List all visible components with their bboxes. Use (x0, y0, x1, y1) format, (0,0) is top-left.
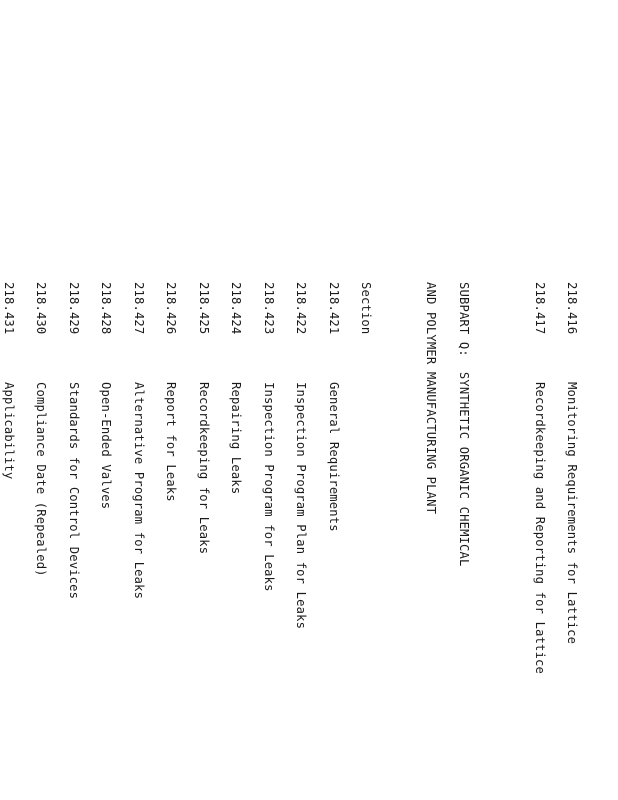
section-title: Inspection Program Plan for Leaks (294, 382, 309, 630)
list-item (34, 282, 49, 682)
section-number: 218.417 (532, 282, 547, 335)
section-number: 218.422 (294, 282, 309, 335)
table-of-contents (0, 282, 610, 682)
section-title: General Requirements (326, 382, 341, 532)
section-title: Monitoring Requirements for Lattice (565, 382, 580, 645)
list-item (133, 282, 144, 682)
section-title: Recordkeeping and Reporting for Lattice (532, 382, 547, 675)
section-title: Applicability (1, 382, 16, 480)
section-number: 218.423 (261, 282, 276, 335)
section-title: Report for Leaks (164, 382, 179, 502)
section-number: 218.416 (565, 282, 580, 335)
section-title: Inspection Program for Leaks (261, 382, 276, 592)
subpart-q-heading-cont: AND POLYMER MANUFACTURING PLANT (424, 282, 439, 515)
list-item (198, 282, 209, 682)
section-title: Standards for Control Devices (66, 382, 81, 600)
section-number: 218.426 (164, 282, 179, 335)
list-item (263, 282, 274, 682)
list-item (567, 282, 578, 682)
list-item (3, 282, 14, 682)
list-item (229, 282, 244, 682)
section-title: Open-Ended Valves (99, 382, 114, 510)
section-number: 218.431 (1, 282, 16, 335)
list-item (534, 282, 545, 682)
section-title: Compliance Date (Repealed) (34, 382, 49, 577)
list-item (164, 282, 179, 682)
section-label: Section (359, 282, 374, 335)
section-title: Alternative Program for Leaks (131, 382, 146, 600)
list-item (328, 282, 339, 682)
section-number: 218.421 (326, 282, 341, 335)
section-number: 218.428 (99, 282, 114, 335)
section-title: Recordkeeping for Leaks (196, 382, 211, 555)
list-item (68, 282, 79, 682)
section-number: 218.427 (131, 282, 146, 335)
section-number: 218.424 (229, 282, 244, 335)
subpart-q-heading: SUBPART Q: SYNTHETIC ORGANIC CHEMICAL (457, 282, 472, 567)
section-title: Repairing Leaks (229, 382, 244, 495)
section-number: 218.429 (66, 282, 81, 335)
section-number: 218.425 (196, 282, 211, 335)
section-number: 218.430 (34, 282, 49, 335)
list-item (99, 282, 114, 682)
list-item (296, 282, 307, 682)
